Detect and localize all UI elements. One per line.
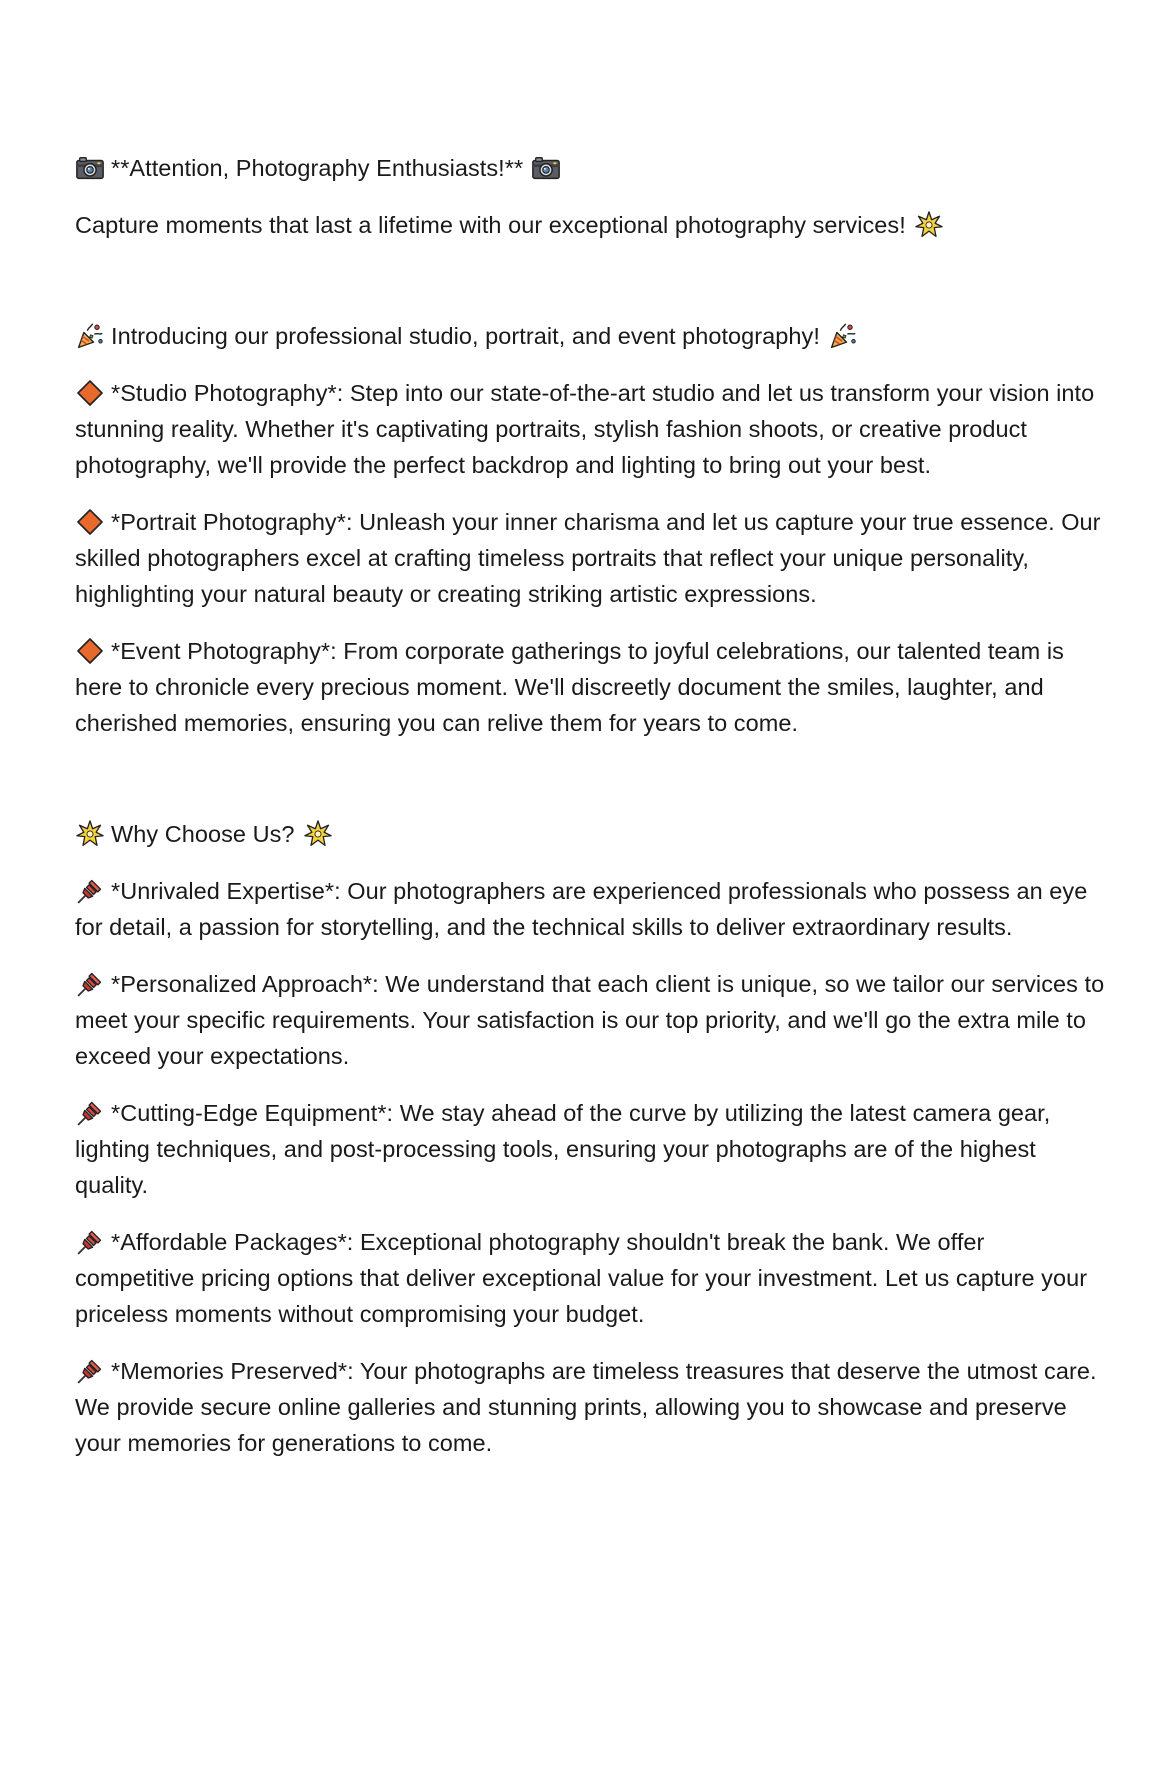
sparkle-icon: [914, 211, 944, 239]
pushpin-icon: [75, 970, 105, 998]
service-text: : From corporate gatherings to joyful celebrations, our talented team is here to chronicle every precious moment. We'll discreetly document the smiles, laughter, and cherished memories, ensuring you can relive them for years to come.: [75, 638, 1064, 736]
why-item: [75, 1224, 1105, 1332]
service-text: : Unleash your inner charisma and let us capture your true essence. Our skilled photographers excel at crafting timeless portraits that reflect your unique personality, highlighting your natural beauty or creating striking artistic expressions.: [75, 509, 1101, 607]
service-title: *Portrait Photography*: [111, 509, 346, 535]
why-text: : Our photographers are experienced professionals who possess an eye for detail, a passion for storytelling, and the technical skills to deliver extraordinary results.: [75, 878, 1088, 940]
camera-icon: [531, 154, 561, 182]
party-popper-icon: [75, 322, 105, 350]
flyer: [75, 150, 1105, 1461]
why-title: *Memories Preserved*: [111, 1358, 348, 1384]
why-item: [75, 1353, 1105, 1461]
why-item: [75, 1095, 1105, 1203]
headline: [75, 150, 1105, 186]
why-heading-text: Why Choose Us?: [111, 821, 295, 847]
tagline: [75, 207, 1105, 243]
party-popper-icon: [828, 322, 858, 350]
camera-icon: [75, 154, 105, 182]
why-text: : We stay ahead of the curve by utilizing the latest camera gear, lighting techniques, and post-processing tools, ensuring your photographs are of the highest quality.: [75, 1100, 1051, 1198]
service-item: [75, 504, 1105, 612]
why-title: *Personalized Approach*: [111, 971, 373, 997]
why-title: *Cutting-Edge Equipment*: [111, 1100, 387, 1126]
service-text: : Step into our state-of-the-art studio and let us transform your vision into stunning reality. Whether it's captivating portraits, stylish fashion shoots, or creative product photography, we'll provide the perfect backdrop and lighting to bring out your best.: [75, 380, 1095, 478]
why-title: *Affordable Packages*: [111, 1229, 347, 1255]
sparkle-icon: [303, 820, 333, 848]
service-item: [75, 633, 1105, 741]
headline-text: **Attention, Photography Enthusiasts!**: [111, 155, 524, 181]
pushpin-icon: [75, 1228, 105, 1256]
why-text: : Exceptional photography shouldn't break the bank. We offer competitive pricing options that deliver exceptional value for your investment. Let us capture your priceless moments without compromising your budget.: [75, 1229, 1088, 1327]
pushpin-icon: [75, 1099, 105, 1127]
orange-diamond-icon: [75, 508, 105, 536]
tagline-text: Capture moments that last a lifetime with our exceptional photography services!: [75, 212, 906, 238]
why-text: : We understand that each client is unique, so we tailor our services to meet your specific requirements. Your satisfaction is our top priority, and we'll go the extra mile to exceed your expectations.: [75, 971, 1105, 1069]
orange-diamond-icon: [75, 637, 105, 665]
why-item: [75, 966, 1105, 1074]
orange-diamond-icon: [75, 379, 105, 407]
service-title: *Studio Photography*: [111, 380, 337, 406]
service-title: *Event Photography*: [111, 638, 331, 664]
sparkle-icon: [75, 820, 105, 848]
why-heading: [75, 816, 1105, 852]
services-intro: [75, 318, 1105, 354]
pushpin-icon: [75, 1357, 105, 1385]
why-text: : Your photographs are timeless treasures that deserve the utmost care. We provide secure online galleries and stunning prints, allowing you to showcase and preserve your memories for generations to come.: [75, 1358, 1097, 1456]
service-item: [75, 375, 1105, 483]
why-title: *Unrivaled Expertise*: [111, 878, 335, 904]
why-item: [75, 873, 1105, 945]
services-intro-text: Introducing our professional studio, portrait, and event photography!: [111, 323, 820, 349]
pushpin-icon: [75, 877, 105, 905]
